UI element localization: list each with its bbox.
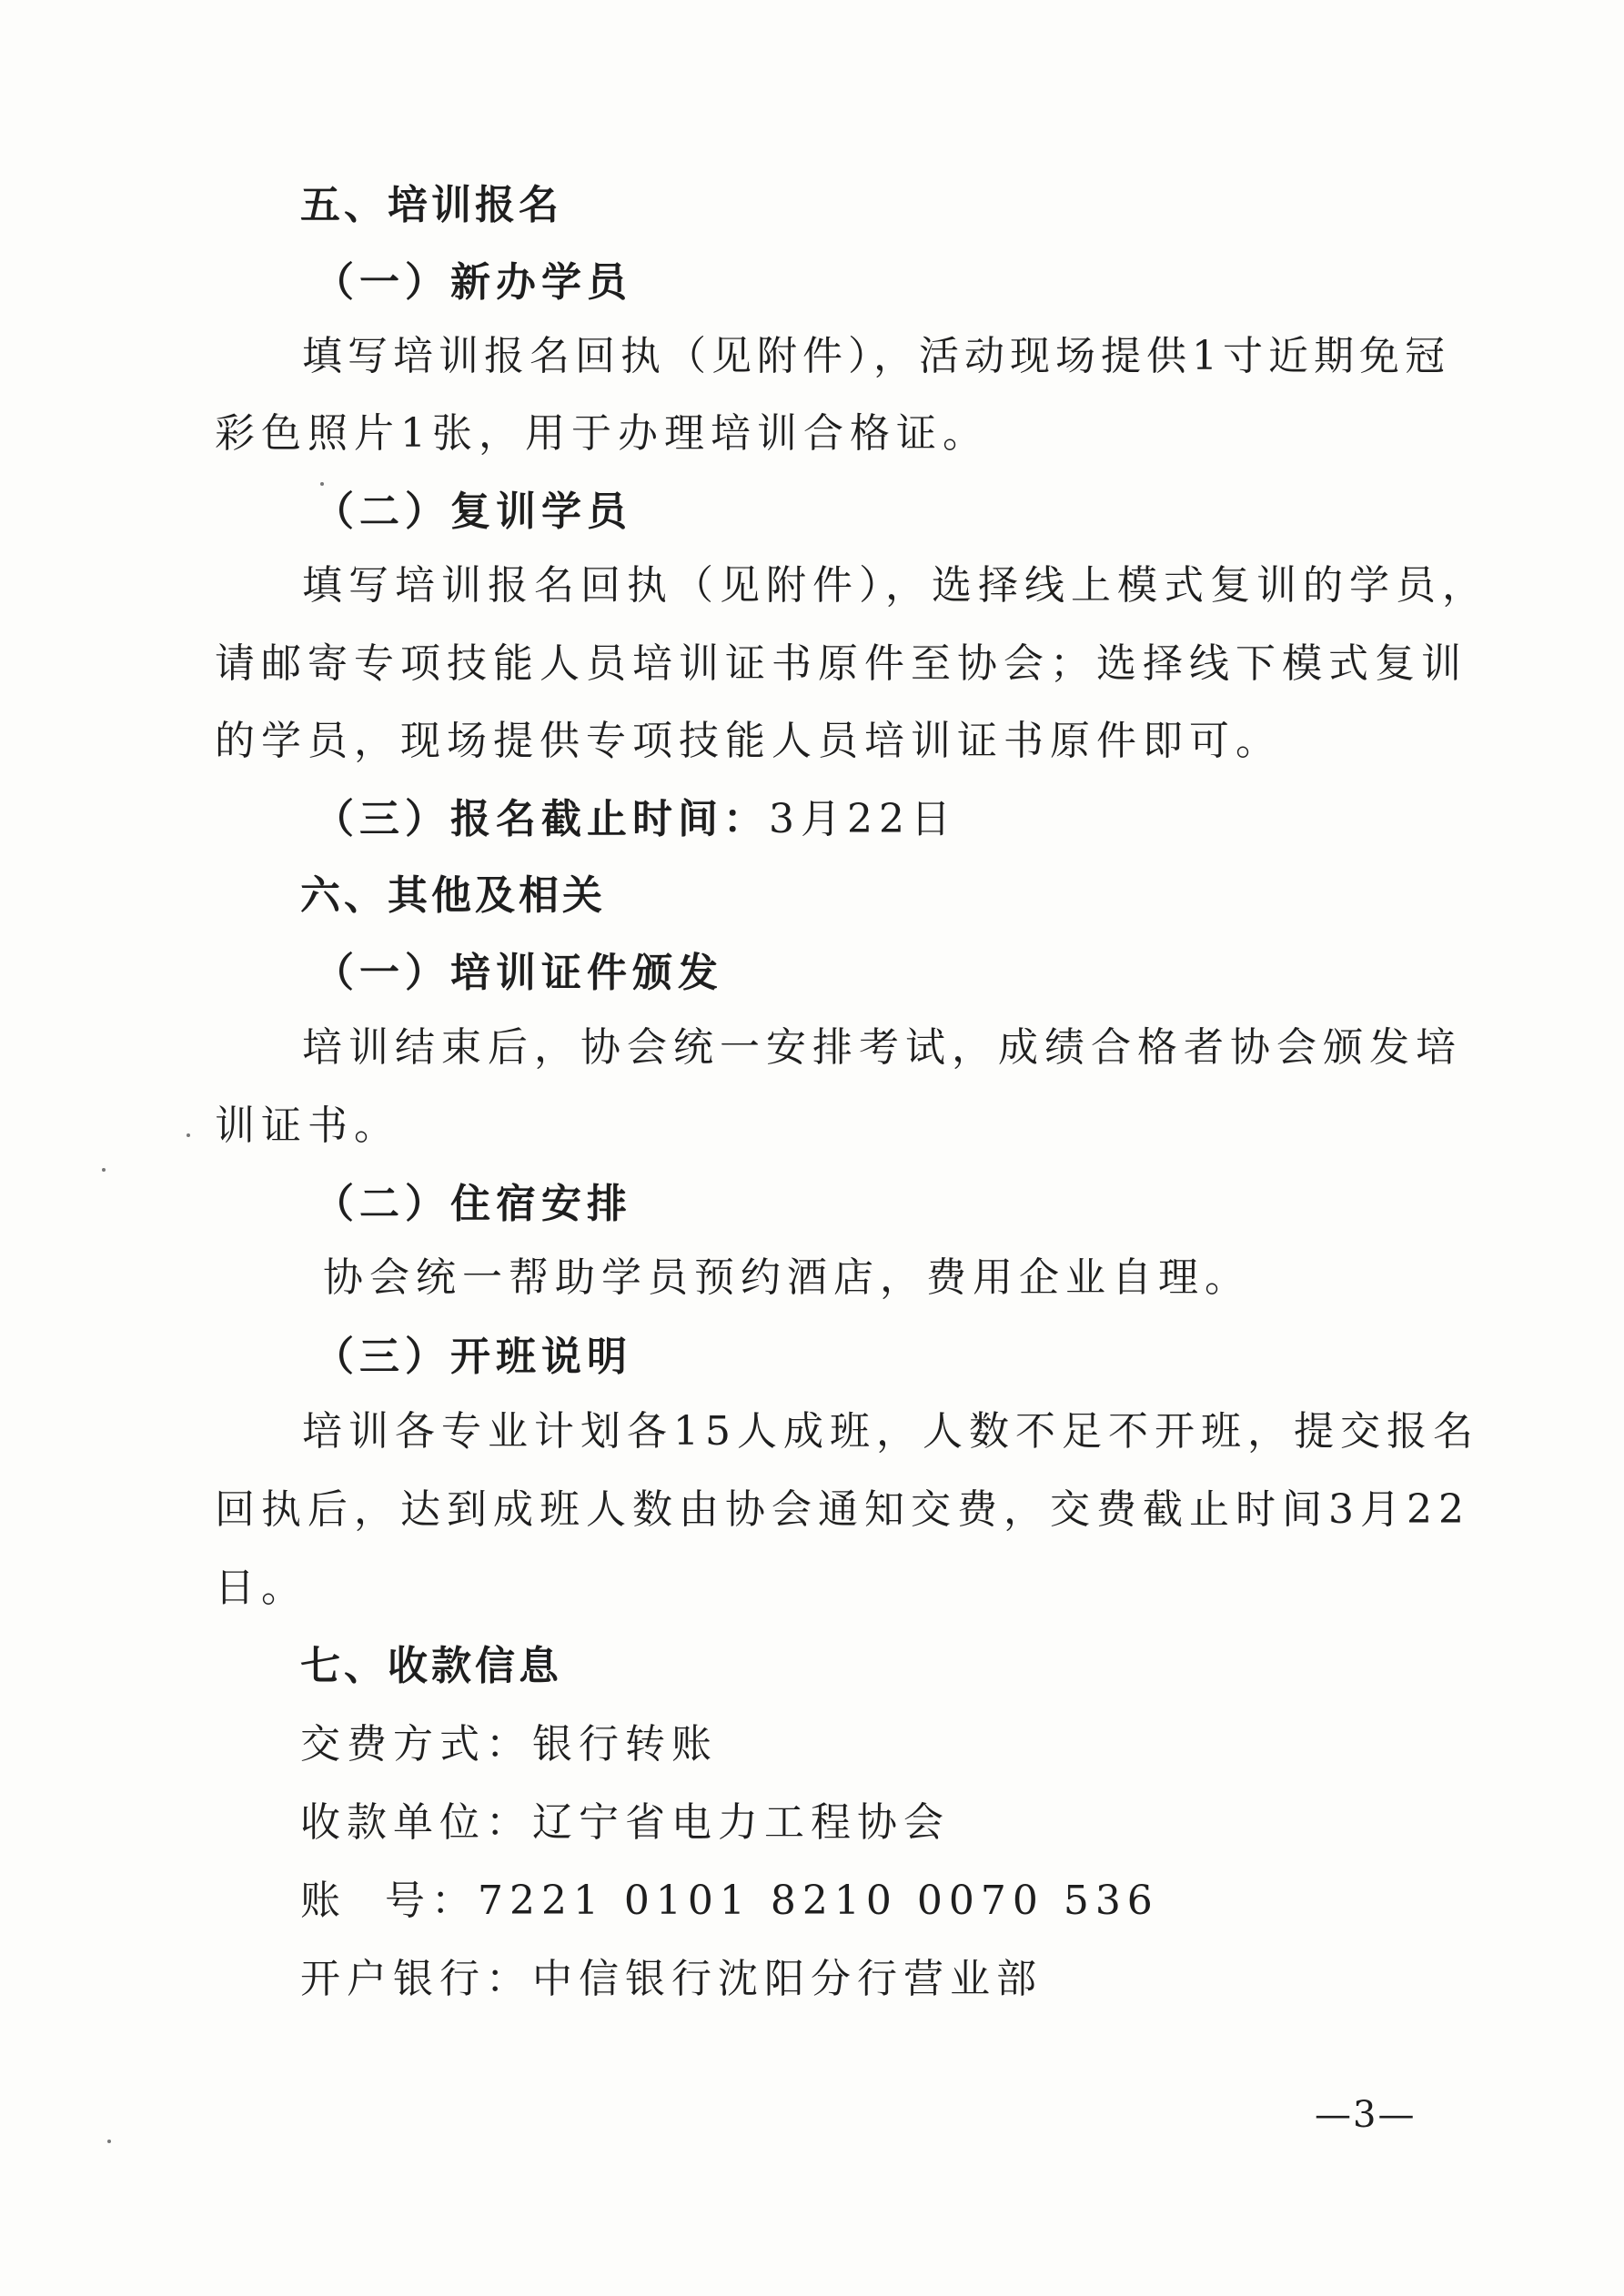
deadline-label: （三）报名截止时间： [314,796,769,842]
scan-speck [107,2140,111,2143]
account-number: 账 号：7221 0101 8210 0070 536 [300,1878,1159,1924]
scan-speck [102,1168,106,1172]
subsection-class-info-title: （三）开班说明 [314,1334,632,1380]
deadline-value: 3月22日 [769,796,957,842]
class-info-text-line1: 培训各专业计划各15人成班，人数不足不开班，提交报名 [302,1408,1479,1455]
scan-speck [320,482,324,486]
scan-speck [187,1133,190,1137]
section-6-heading: 六、其他及相关 [300,872,606,919]
page-number: —3— [1315,2094,1417,2136]
retrain-text-line3: 的学员，现场提供专项技能人员培训证书原件即可。 [215,718,1282,764]
certificate-text-line2: 训证书。 [215,1103,400,1149]
certificate-text-line1: 培训结束后，协会统一安排考试，成绩合格者协会颁发培 [302,1024,1462,1071]
subsection-retrain-title: （二）复训学员 [314,488,632,535]
class-info-text-line3: 日。 [215,1565,308,1611]
new-students-text-line2: 彩色照片1张，用于办理培训合格证。 [215,410,989,457]
subsection-new-students-title: （一）新办学员 [314,259,632,306]
new-students-text-line1: 填写培训报名回执（见附件），活动现场提供1寸近期免冠 [302,333,1450,379]
class-info-text-line2: 回执后，达到成班人数由协会通知交费，交费截止时间3月22 [215,1486,1470,1533]
retrain-text-line2: 请邮寄专项技能人员培训证书原件至协会；选择线下模式复训 [215,640,1468,687]
payment-method: 交费方式：银行转账 [300,1721,718,1767]
deadline-row [314,792,957,847]
section-7-heading: 七、收款信息 [300,1643,562,1689]
subsection-certificate-title: （一）培训证件颁发 [314,950,723,996]
paragraph-line [302,329,1450,384]
bank-name: 开户银行：中信银行沈阳分行营业部 [300,1956,1043,2002]
payee-name: 收款单位：辽宁省电力工程协会 [300,1799,950,1846]
section-5-heading: 五、培训报名 [300,182,562,228]
lodging-text-line1: 协会统一帮助学员预约酒店，费用企业自理。 [323,1254,1251,1301]
subsection-lodging-title: （二）住宿安排 [314,1181,632,1227]
retrain-text-line1: 填写培训报名回执（见附件），选择线上模式复训的学员， [302,562,1488,609]
